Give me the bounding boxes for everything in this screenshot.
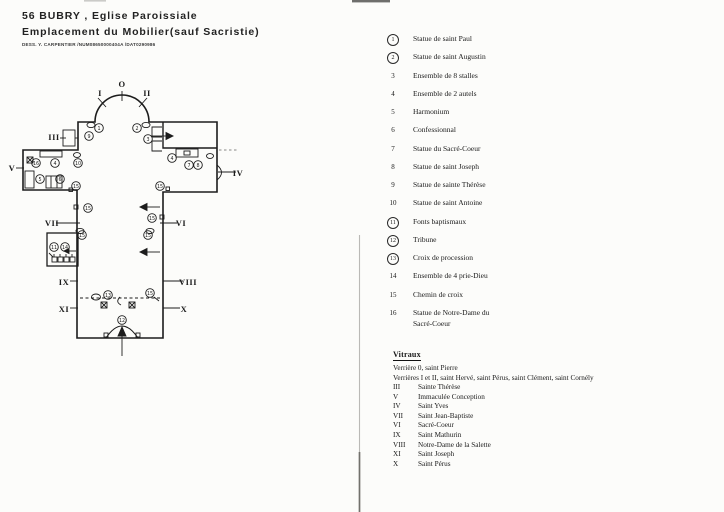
legend-item-number: 3 bbox=[391, 71, 395, 80]
plan-marker bbox=[95, 124, 104, 133]
plan-marker bbox=[32, 159, 41, 168]
plan-marker bbox=[84, 204, 93, 213]
plan-window-labels bbox=[9, 79, 244, 314]
vitraux-entry-name: Immaculée Conception bbox=[418, 392, 485, 401]
vitraux-entry-number: IX bbox=[393, 431, 401, 439]
svg-text:12: 12 bbox=[118, 318, 126, 324]
vitraux-entry-number: VI bbox=[393, 421, 401, 430]
legend-item-label: Statue de sainte Thérèse bbox=[413, 180, 486, 189]
legend-item-number: 15 bbox=[389, 290, 397, 299]
plan-marker bbox=[78, 231, 87, 240]
window-label: X bbox=[180, 304, 188, 314]
svg-text:13: 13 bbox=[104, 293, 112, 299]
svg-text:7: 7 bbox=[187, 163, 191, 169]
svg-text:6: 6 bbox=[58, 177, 62, 183]
window-label: V bbox=[8, 163, 16, 173]
legend-item-label: Fonts baptismaux bbox=[413, 216, 467, 226]
legend-item-label: Statue de saint Antoine bbox=[413, 198, 483, 208]
svg-text:16: 16 bbox=[32, 161, 40, 167]
legend-item-number: 6 bbox=[391, 126, 395, 135]
vitraux-section bbox=[393, 344, 693, 468]
plan-marker bbox=[168, 154, 177, 163]
plan-marker bbox=[185, 161, 194, 170]
window-label: VII bbox=[44, 218, 60, 228]
svg-text:14: 14 bbox=[61, 245, 69, 251]
plan-marker bbox=[144, 135, 153, 144]
svg-text:8: 8 bbox=[196, 163, 200, 169]
legend-item-number: 1 bbox=[385, 33, 401, 46]
plan-marker bbox=[156, 182, 165, 191]
legend-item-number: 2 bbox=[385, 51, 401, 64]
svg-text:2: 2 bbox=[135, 126, 139, 132]
vitraux-entry-name: Sainte Thérèse bbox=[418, 383, 461, 391]
svg-text:1: 1 bbox=[97, 126, 101, 132]
legend-item-number: 7 bbox=[391, 144, 395, 153]
window-label: I bbox=[98, 88, 102, 98]
plan-marker bbox=[85, 132, 94, 141]
vitraux-entry-number: X bbox=[393, 459, 399, 468]
svg-text:4: 4 bbox=[170, 156, 174, 162]
legend-item-label: Ensemble de 2 autels bbox=[413, 88, 477, 98]
svg-text:11: 11 bbox=[50, 245, 58, 251]
plan-marker bbox=[50, 243, 59, 252]
svg-text:15: 15 bbox=[156, 184, 164, 190]
svg-text:9: 9 bbox=[87, 134, 91, 140]
vitraux-entry-name: Saint Joseph bbox=[418, 450, 455, 459]
plan-marker bbox=[146, 289, 155, 298]
plan-marker bbox=[148, 214, 157, 223]
vitraux-entry-name: Saint Pérus bbox=[418, 459, 451, 468]
legend-item-number: 14 bbox=[389, 272, 397, 281]
legend-item-label: Ensemble de 8 stalles bbox=[413, 70, 478, 80]
plan-marker bbox=[51, 159, 60, 168]
legend-item-number: 8 bbox=[391, 162, 395, 171]
plan-marker bbox=[74, 159, 83, 168]
vitraux-entry-name: Saint Mathurin bbox=[418, 431, 462, 439]
vitraux-intro: Verrière 0, saint Pierre Verrières I et II, saint Hervé, saint Pérus, saint Clément, saint Cornély bbox=[393, 364, 594, 382]
window-label: VI bbox=[175, 218, 187, 228]
svg-text:4: 4 bbox=[53, 161, 57, 167]
svg-text:15: 15 bbox=[144, 233, 152, 239]
credit-line: DESS. Y. CARPENTIER /NUM08650000404A /DAT0290986 bbox=[22, 42, 156, 47]
vitraux-entry-number: III bbox=[393, 383, 401, 391]
plan-marker bbox=[118, 316, 127, 325]
scan-fold-line bbox=[84, 0, 390, 512]
svg-text:10: 10 bbox=[74, 161, 82, 167]
plan-marker bbox=[104, 291, 113, 300]
legend-item-label: Croix de procession bbox=[413, 253, 473, 262]
legend-item-number: 10 bbox=[389, 199, 397, 208]
legend-item-label: Statue de saint Paul bbox=[413, 34, 472, 43]
document-title: 56 BUBRY , Eglise Paroissiale bbox=[22, 10, 198, 22]
window-label: III bbox=[48, 132, 60, 142]
legend-item-number: 12 bbox=[385, 234, 401, 247]
plan-marker bbox=[144, 231, 153, 240]
svg-text:15: 15 bbox=[146, 291, 154, 297]
vitraux-entry-number: VIII bbox=[393, 440, 406, 449]
vitraux-entry-name: Saint Jean-Baptiste bbox=[418, 411, 474, 420]
window-label: VIII bbox=[178, 277, 198, 287]
legend-item-label: Statue de saint Augustin bbox=[413, 52, 486, 62]
vitraux-entry-number: V bbox=[393, 392, 399, 401]
plan-marker bbox=[133, 124, 142, 133]
window-label: XI bbox=[58, 304, 70, 314]
legend-item-label: Ensemble de 4 prie-Dieu bbox=[413, 271, 488, 281]
plan-marker bbox=[36, 175, 45, 184]
vitraux-entry-number: XI bbox=[393, 450, 401, 459]
legend-item-number: 16 bbox=[389, 308, 397, 317]
window-label: IX bbox=[58, 277, 70, 287]
legend-item-label: Statue de saint Joseph bbox=[413, 161, 480, 171]
vitraux-heading: Vitraux bbox=[393, 350, 421, 359]
svg-text:15: 15 bbox=[84, 206, 92, 212]
window-label: II bbox=[143, 88, 151, 98]
window-label: O bbox=[118, 79, 126, 89]
legend-item-number: 9 bbox=[391, 181, 395, 189]
legend-item-label: Statue du Sacré-Coeur bbox=[413, 143, 481, 153]
vitraux-entry-name: Notre-Dame de la Salette bbox=[418, 440, 491, 449]
svg-text:15: 15 bbox=[72, 184, 80, 190]
svg-text:3: 3 bbox=[146, 137, 150, 143]
vitraux-entry-number: VII bbox=[393, 411, 403, 420]
legend-item-label: Tribune bbox=[413, 234, 437, 244]
legend-item-number: 5 bbox=[391, 108, 395, 116]
vitraux-entry-number: IV bbox=[393, 402, 401, 411]
svg-text:15: 15 bbox=[148, 216, 156, 222]
document-subtitle: Emplacement du Mobilier(sauf Sacristie) bbox=[22, 26, 260, 38]
plan-marker bbox=[194, 161, 203, 170]
legend-item-label: Confessionnal bbox=[413, 125, 456, 135]
svg-text:5: 5 bbox=[38, 177, 42, 183]
plan-marker bbox=[72, 182, 81, 191]
plan-marker bbox=[61, 243, 70, 252]
legend-item-label: Chemin de croix bbox=[413, 289, 463, 299]
legend-item-number: 11 bbox=[385, 216, 401, 229]
vitraux-entry-name: Saint Yves bbox=[418, 402, 449, 411]
legend-item-number: 13 bbox=[385, 252, 401, 265]
legend-item-label: Statue de Notre-Dame du Sacré-Coeur bbox=[413, 307, 490, 329]
legend-item-label: Harmonium bbox=[413, 107, 450, 116]
window-label: IV bbox=[232, 168, 244, 178]
svg-text:15: 15 bbox=[78, 233, 86, 239]
vitraux-entry-name: Sacré-Coeur bbox=[418, 421, 454, 430]
legend-item-number: 4 bbox=[391, 89, 395, 98]
